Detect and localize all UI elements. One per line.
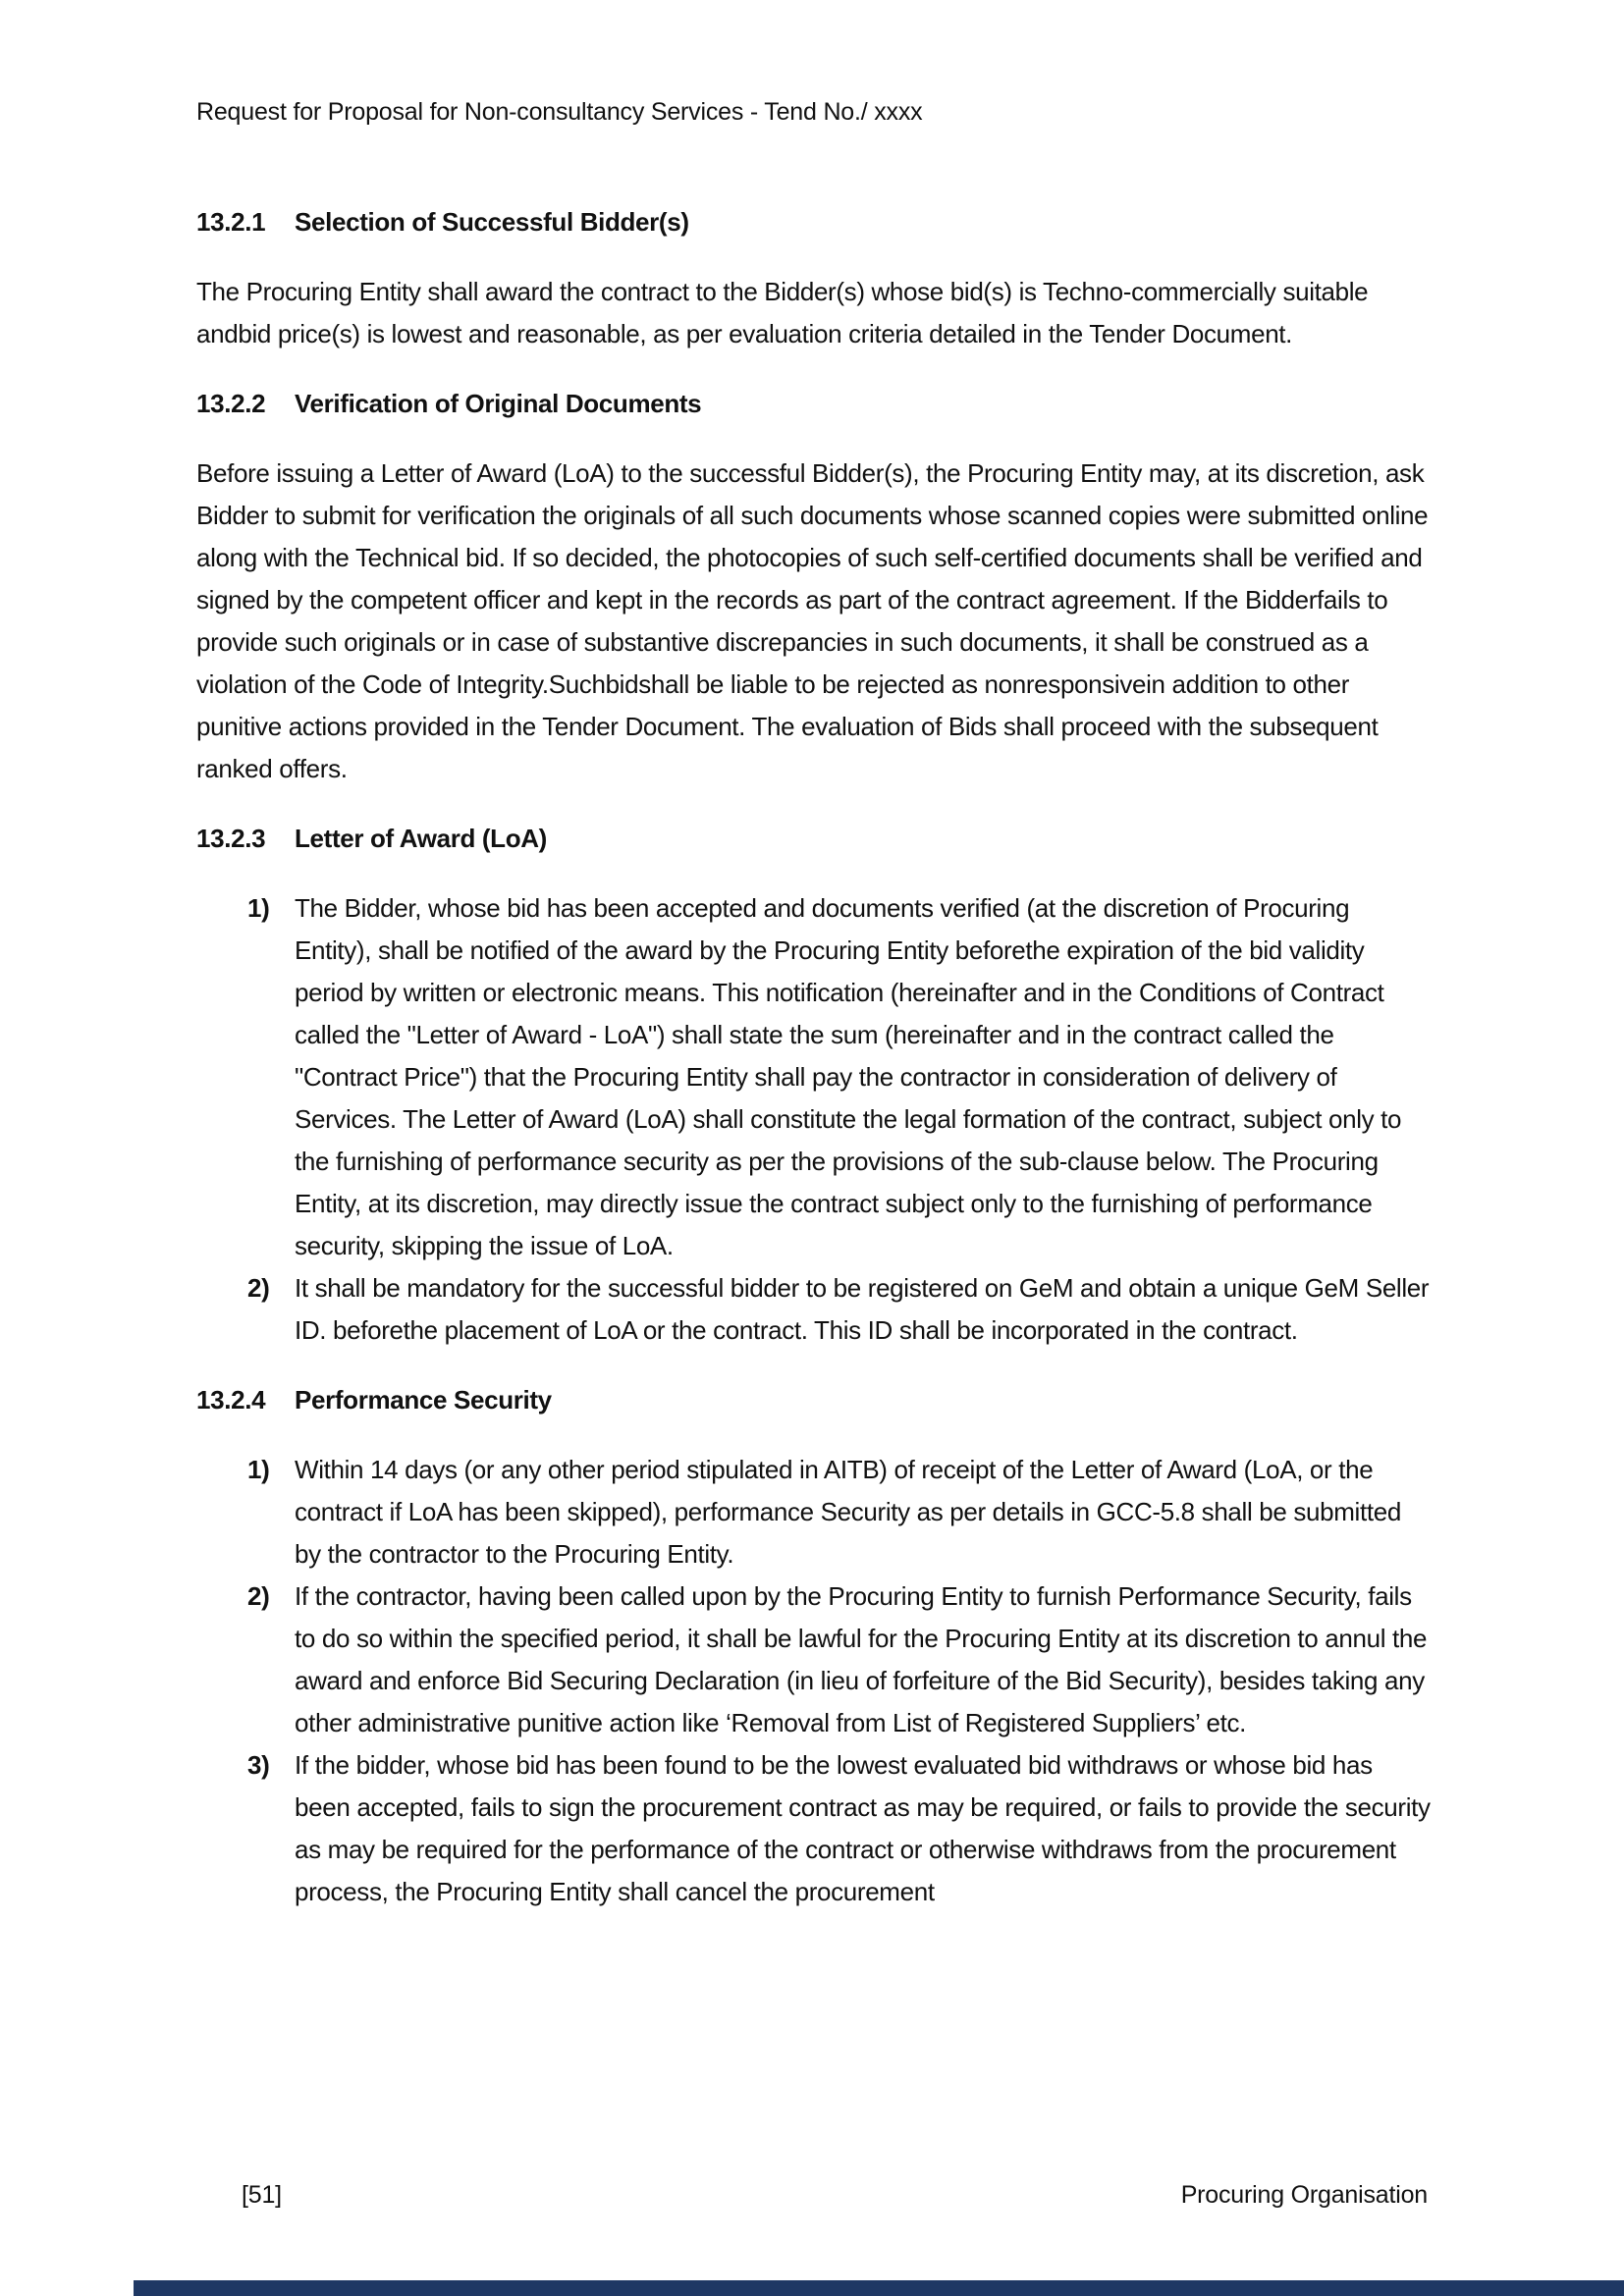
list-item xyxy=(196,1267,1432,1352)
section-paragraph: Before issuing a Letter of Award (LoA) to the successful Bidder(s), the Procuring Entity may, at its discretion, ask Bidder to submit for verification the originals of all such documents whose scanned copies were submitted online along with the Technical bid. If so decided, the photocopies of such self-certified documents shall be verified and signed by the competent officer and kept in the records as part of the contract agreement. If the Bidderfails to provide such originals or in case of substantive discrepancies in such documents, it shall be construed as a violation of the Code of Integrity.Suchbidshall be liable to be rejected as nonresponsivein addition to other punitive actions provided in the Tender Document. The evaluation of Bids shall proceed with the subsequent ranked offers. xyxy=(196,458,1429,783)
numbered-list-performance-security xyxy=(196,1449,1432,1913)
page-footer xyxy=(196,2181,1428,2210)
section-heading-13-2-1 xyxy=(196,201,1432,243)
footer-organisation: Procuring Organisation xyxy=(1180,2181,1428,2209)
section-heading-13-2-4 xyxy=(196,1379,1432,1421)
list-item-text: If the contractor, having been called upon by the Procuring Entity to furnish Performance Security, fails to do so within the specified period, it shall be lawful for the Procuring Entity at its discretion to annul the award and enforce Bid Securing Declaration (in lieu of forfeiture of the Bid Security), besides taking any other administrative punitive action like ‘Removal from List of Registered Suppliers’ etc. xyxy=(295,1581,1428,1737)
section-heading-13-2-3 xyxy=(196,818,1432,860)
section-paragraph: The Procuring Entity shall award the contract to the Bidder(s) whose bid(s) is Techno-commercially suitable andbid price(s) is lowest and reasonable, as per evaluation criteria detailed in the Tender Document. xyxy=(196,277,1369,348)
bottom-accent-bar xyxy=(134,2280,1624,2296)
running-header: Request for Proposal for Non-consultancy Services - Tend No./ xxxx xyxy=(196,98,923,126)
list-item-number: 1) xyxy=(247,1455,270,1484)
list-item-number: 2) xyxy=(247,1273,270,1303)
list-item-text: It shall be mandatory for the successful bidder to be registered on GeM and obtain a unique GeM Seller ID. beforethe placement of LoA or the contract. This ID shall be incorporated in the contract. xyxy=(295,1273,1430,1345)
section-number: 13.2.2 xyxy=(196,389,266,418)
list-item xyxy=(196,1575,1432,1744)
section-title: Selection of Successful Bidder(s) xyxy=(295,207,689,237)
section-number: 13.2.1 xyxy=(196,207,266,237)
list-item-number: 1) xyxy=(247,893,270,923)
section-heading-13-2-2 xyxy=(196,383,1432,425)
document-body xyxy=(196,201,1432,1913)
list-item xyxy=(196,1449,1432,1575)
list-item-number: 2) xyxy=(247,1581,270,1611)
section-title: Performance Security xyxy=(295,1385,552,1415)
list-item-text: The Bidder, whose bid has been accepted and documents verified (at the discretion of Procuring Entity), shall be notified of the award by the Procuring Entity beforethe expiration of the bid validity period by written or electronic means. This notification (hereinafter and in the Conditions of Contract called the "Letter of Award - LoA") shall state the sum (hereinafter and in the contract called the "Contract Price") that the Procuring Entity shall pay the contractor in consideration of delivery of Services. The Letter of Award (LoA) shall constitute the legal formation of the contract, subject only to the furnishing of performance security as per the provisions of the sub-clause below. The Procuring Entity, at its discretion, may directly issue the contract subject only to the furnishing of performance security, skipping the issue of LoA. xyxy=(295,893,1402,1260)
list-item xyxy=(196,1744,1432,1913)
section-number: 13.2.4 xyxy=(196,1385,266,1415)
section-title: Verification of Original Documents xyxy=(295,389,702,418)
list-item-number: 3) xyxy=(247,1750,270,1780)
list-item-text: If the bidder, whose bid has been found to be the lowest evaluated bid withdraws or whose bid has been accepted, fails to sign the procurement contract as may be required, or fails to provide the security as may be required for the performance of the contract or otherwise withdraws from the procurement process, the Procuring Entity shall cancel the procurement xyxy=(295,1750,1431,1906)
list-item xyxy=(196,887,1432,1267)
section-number: 13.2.3 xyxy=(196,824,266,853)
list-item-text: Within 14 days (or any other period stipulated in AITB) of receipt of the Letter of Award (LoA, or the contract if LoA has been skipped), performance Security as per details in GCC-5.8 shall be submitted by the contractor to the Procuring Entity. xyxy=(295,1455,1401,1569)
numbered-list-loa xyxy=(196,887,1432,1352)
page-number: [51] xyxy=(242,2181,282,2209)
section-title: Letter of Award (LoA) xyxy=(295,824,547,853)
